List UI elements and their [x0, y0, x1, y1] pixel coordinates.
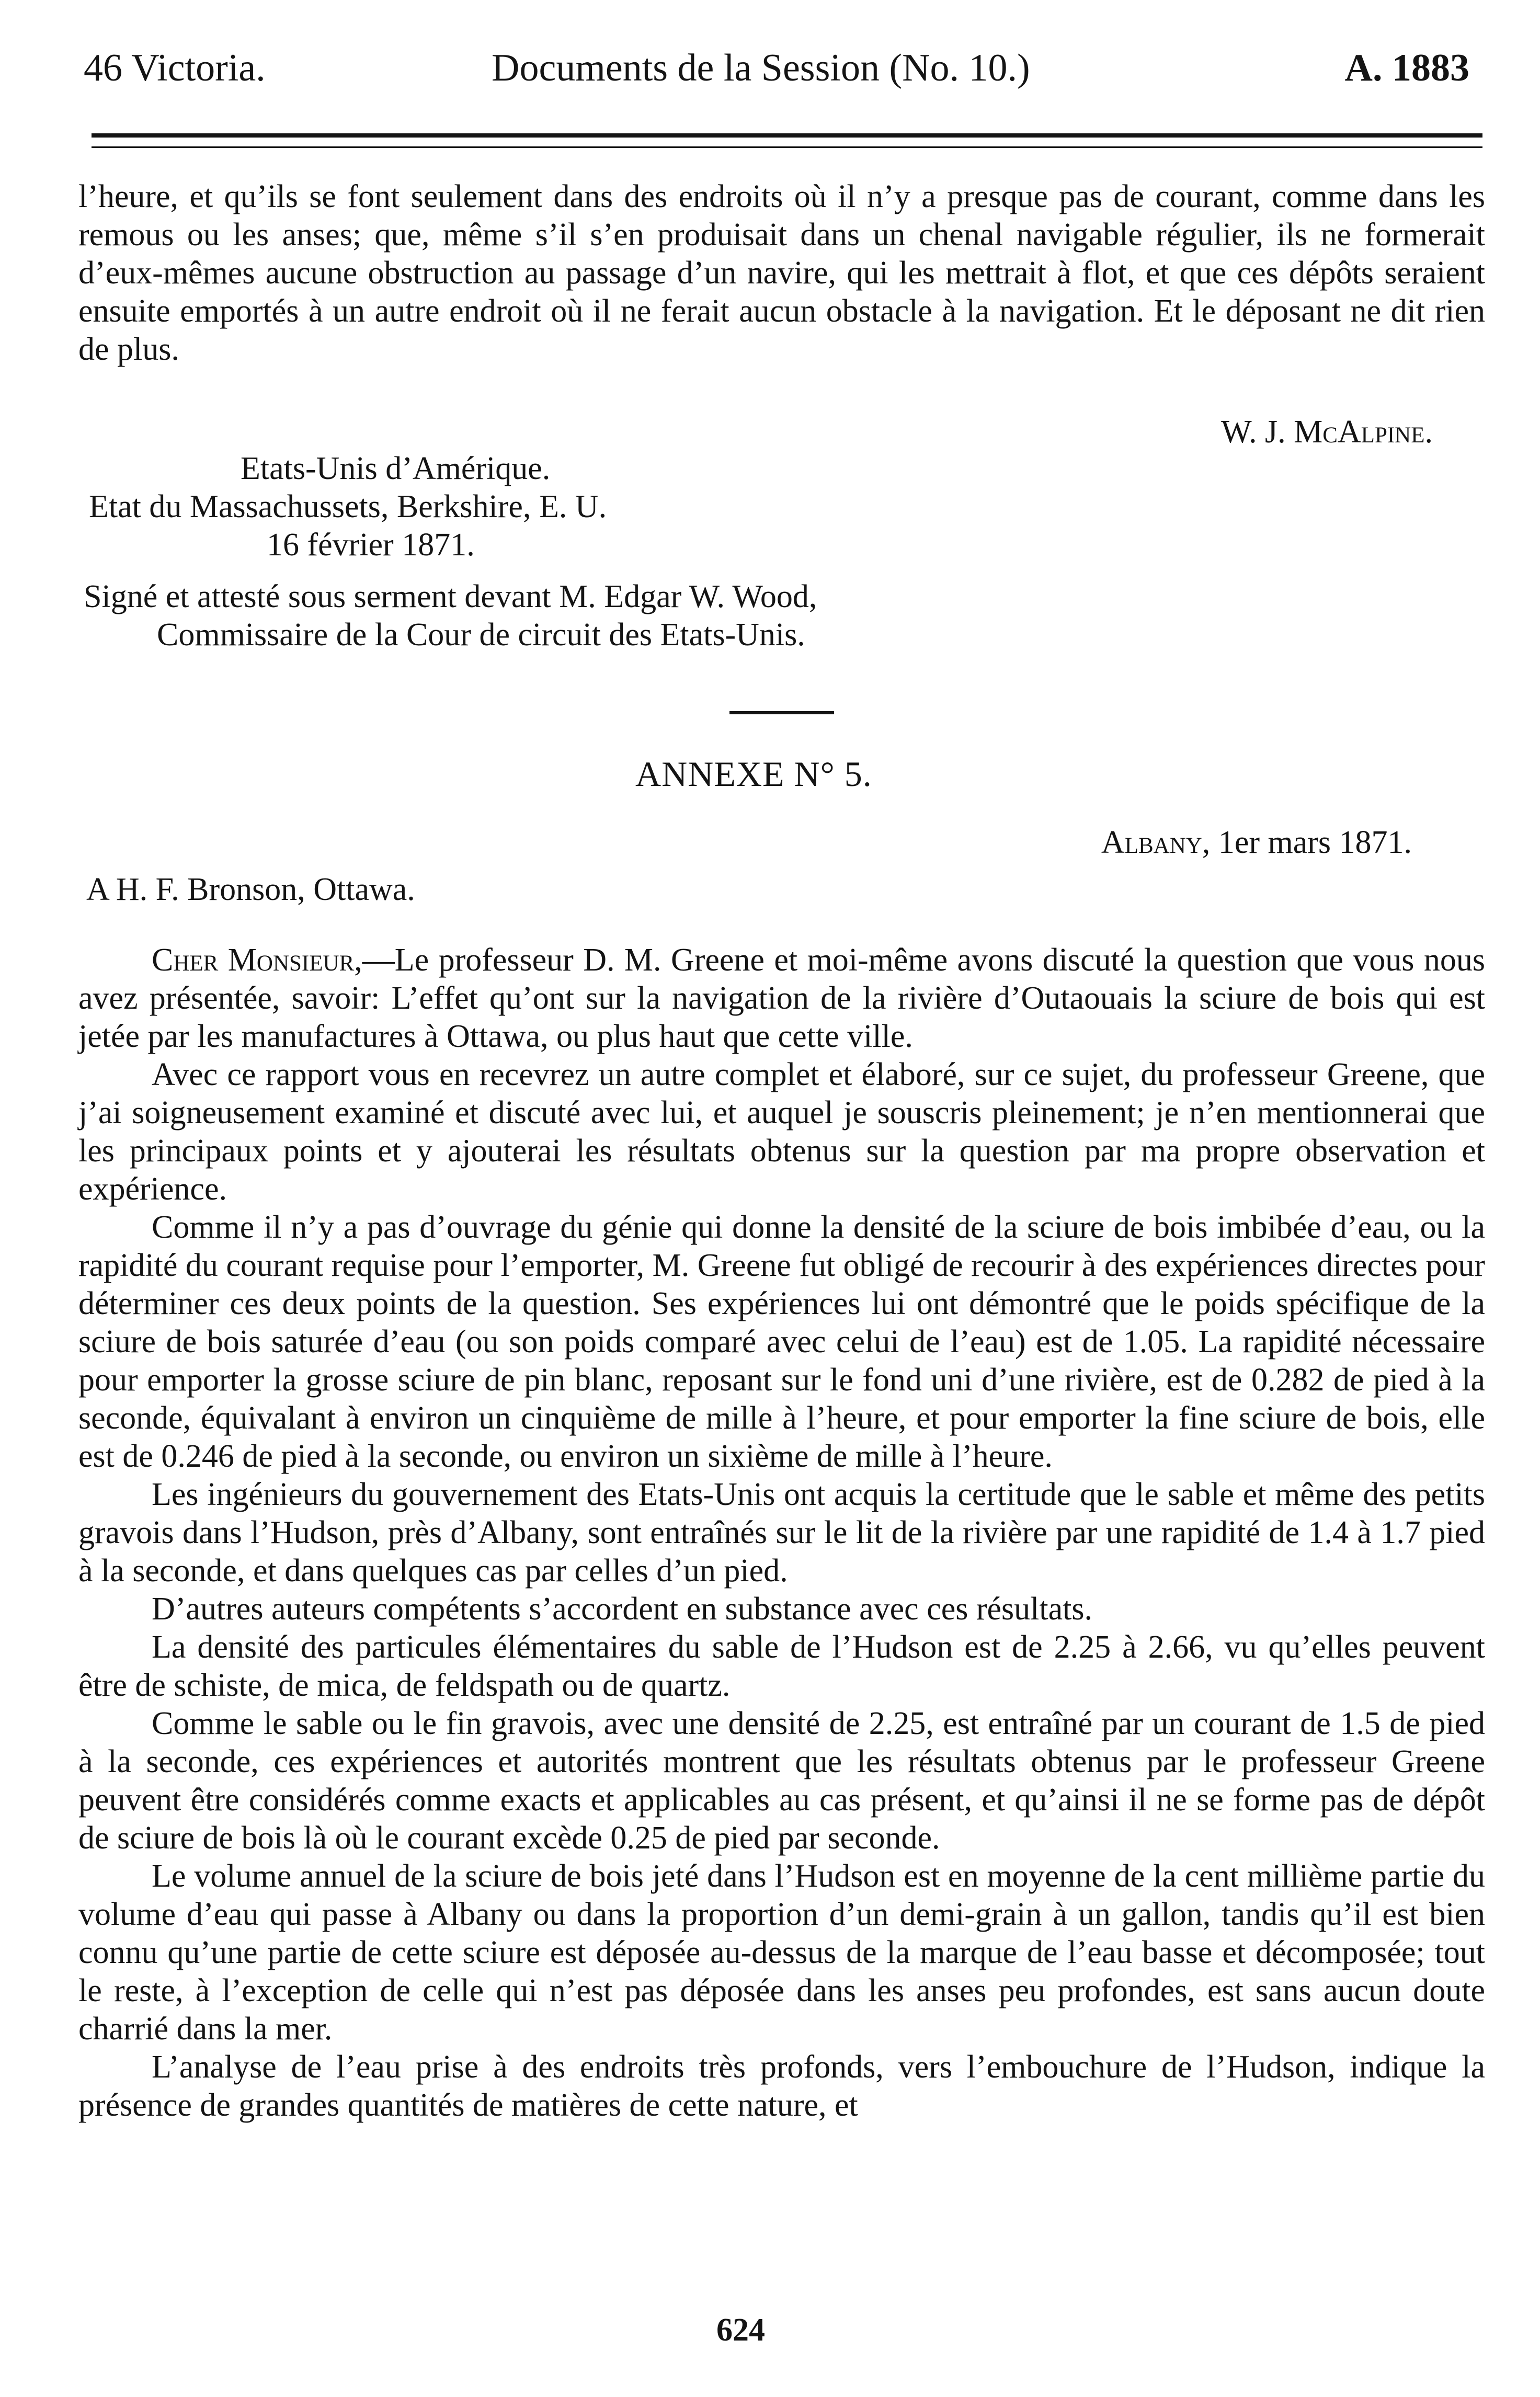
salutation: Cher Monsieur,: [152, 942, 362, 978]
addressee: A H. F. Bronson, Ottawa.: [86, 872, 415, 907]
section-separator: [729, 711, 834, 714]
header-rule-thick: [92, 133, 1482, 138]
location-block: [89, 450, 607, 564]
letter-paragraph-9: L’analyse de l’eau prise à des endroits très profonds, vers l’embouchure de l’Hudson, indique la présence de grandes quantités de matières de cette nature, et: [78, 2049, 1485, 2123]
intro-paragraph: l’heure, et qu’ils se font seulement dans des endroits où il n’y a presque pas de courant, comme dans les remous ou les anses; que, même s’il s’en produisait dans un chenal navigable régulier, ils ne formerait d’eux-mêmes aucune obstruction au passage d’un navire, qui les mettrait à flot, et que ces dépôts seraient ensuite emportés à un autre endroit où il ne ferait aucun obstacle à la navigation. Et le déposant ne dit rien de plus.: [78, 179, 1485, 367]
letter-paragraph-2: Avec ce rapport vous en recevrez un autre complet et élaboré, sur ce sujet, du professeur Greene, que j’ai soigneusement examiné et discuté avec lui, et auquel je souscris pleinement; je n’en mentionnerai que les principaux points et y ajouterai les résultats obtenus sur la question par ma propre observation et expérience.: [78, 1057, 1485, 1207]
dateline-place: Albany,: [1101, 825, 1211, 860]
letter-paragraph-4: Les ingénieurs du gouvernement des Etats-Unis ont acquis la certitude que le sable et même des petits gravois dans l’Hudson, près d’Albany, sont entraînés sur le lit de la rivière par une rapidité de 1.4 à 1.7 pied à la seconde, et dans quelques cas par celles d’un pied.: [78, 1477, 1485, 1589]
header-center: Documents de la Session (No. 10.): [492, 47, 1030, 89]
location-line-1: Etats-Unis d’Amérique.: [241, 451, 551, 486]
intro-block: [78, 178, 1485, 369]
location-line-2: Etat du Massachussets, Berkshire, E. U.: [89, 489, 607, 524]
letter-paragraph-8: Le volume annuel de la sciure de bois jeté dans l’Hudson est en moyenne de la cent millième partie du volume d’eau qui passe à Albany ou dans la proportion d’un demi-grain à un gallon, tandis qu’il est bien connu qu’une partie de cette sciure est déposée au-dessus de la marque de l’eau basse et décomposée; tout le reste, à l’exception de celle qui n’est pas déposée dans les anses peu profondes, est sans aucun doute charrié dans la mer.: [78, 1858, 1485, 2047]
header-rule-thin: [92, 146, 1482, 148]
attestation-block: [84, 578, 817, 654]
page-number: 624: [716, 2312, 765, 2348]
signature: W. J. McAlpine.: [1221, 414, 1433, 450]
header-right: A. 1883: [1344, 47, 1469, 89]
dateline-date: 1er mars 1871.: [1218, 825, 1412, 860]
location-line-3: 16 février 1871.: [267, 527, 475, 563]
letter-body: [78, 941, 1485, 2125]
letter-paragraph-3: Comme il n’y a pas d’ouvrage du génie qui donne la densité de la sciure de bois imbibée d’eau, ou la rapidité du courant requise pour l’emporter, M. Greene fut obligé de recourir à des expériences directes pour déterminer ces deux points de la question. Ses expériences lui ont démontré que le poids spécifique de la sciure de bois saturée d’eau (ou son poids comparé avec celui de l’eau) est de 1.05. La rapidité nécessaire pour emporter la grosse sciure de pin blanc, reposant sur le fond uni d’une rivière, est de 0.282 de pied à la seconde, équivalant à environ un cinquième de mille à l’heure, et pour emporter la fine sciure de bois, elle est de 0.246 de pied à la seconde, ou environ un sixième de mille à l’heure.: [78, 1209, 1485, 1474]
letter-paragraph-6: La densité des particules élémentaires du sable de l’Hudson est de 2.25 à 2.66, vu qu’elles peuvent être de schiste, de mica, de feldspath ou de quartz.: [78, 1629, 1485, 1703]
dateline: [1101, 824, 1412, 862]
attestation-line-2: Commissaire de la Cour de circuit des Etats-Unis.: [157, 617, 805, 653]
attestation-line-1: Signé et attesté sous serment devant M. Edgar W. Wood,: [84, 579, 817, 614]
letter-paragraph-5: D’autres auteurs compétents s’accordent en substance avec ces résultats.: [152, 1591, 1092, 1627]
running-header: [73, 39, 1469, 97]
letter-paragraph-1: [78, 941, 1485, 1056]
letter-paragraph-7: Comme le sable ou le fin gravois, avec une densité de 2.25, est entraîné par un courant de 1.5 de pied à la seconde, ces expériences et autorités montrent que les résultats obtenus par le professeur Greene peuvent être considérés comme exacts et applicables au cas présent, et qu’ainsi il ne se forme pas de dépôt de sciure de bois là où le courant excède 0.25 de pied par seconde.: [78, 1706, 1485, 1856]
paragraph-1-text: —Le professeur D. M. Greene et moi-même avons discuté la question que vous nous avez présentée, savoir: L’effet qu’ont sur la navigation de la rivière d’Outaouais la sciure de bois qui est jetée par les manufactures à Ottawa, ou plus haut que cette ville.: [78, 942, 1485, 1054]
annex-title: ANNEXE N° 5.: [635, 754, 872, 794]
header-left: 46 Victoria.: [84, 47, 266, 89]
